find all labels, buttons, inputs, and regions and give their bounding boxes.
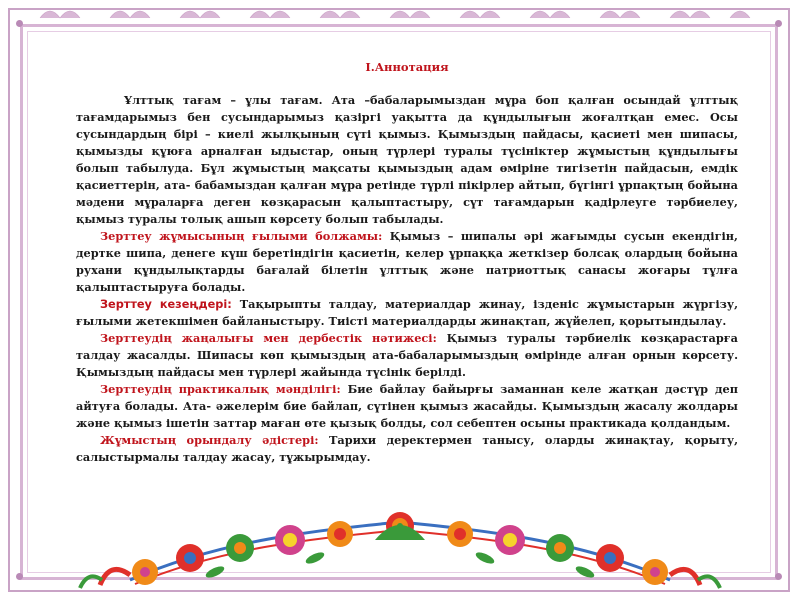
- novelty-heading: Зерттеудің жаңалығы мен дербестік нәтижесі:: [100, 331, 437, 345]
- stages-paragraph: Зерттеу кезеңдері: Тақырыпты талдау, материалдар жинау, ізденіс жұмыстарын жүргізу, ғылыми жетекшімен байланыстыру. Тиісті материалдарды жинақтап, жүйелеп, қорытындылау.: [76, 297, 738, 328]
- practical-paragraph: Зерттеудің практикалық мәнділігі: Бие байлау байырғы заманнан келе жатқан дәстүр деп айтуға болады. Ата- әжелерім бие байлап, сүтінен қымыз жасайды. Қымыздың жасалу жолдары және қымыз ішетін заттар маған өте қызық болды, сол себептен осыны практикада қолдандым.: [76, 382, 738, 430]
- novelty-paragraph: Зерттеудің жаңалығы мен дербестік нәтижесі: Қымыз туралы тәрбиелік көзқарастарға талдау жасалды. Шипасы көп қымыздың ата-бабаларымыздың өмірінде алған орнын көрсету. Қымыздың пайдасы мен түрлері жайында түсінік берілді.: [76, 331, 738, 379]
- hypothesis-paragraph: Зерттеу жұмысының ғылыми болжамы: Қымыз – шипалы әрі жағымды сусын екендігін, дертке шипа, денеге күш беретіндігін қасиетін, келер ұрпаққа жеткізер болсақ олардың бойына рухани құндылықтарды бағалай білетін ұлттық және патриоттық санасы жоғары тұлға қалыптастыруға болады.: [76, 229, 738, 294]
- corner-ornament: [16, 20, 23, 27]
- corner-ornament: [16, 573, 23, 580]
- stages-heading: Зерттеу кезеңдері:: [100, 298, 232, 311]
- bottom-kazakh-ornament: [40, 500, 760, 595]
- page-title: I.Аннотация: [365, 60, 449, 74]
- methods-paragraph: Жұмыстың орындалу әдістері: Тарихи деректермен танысу, оларды жинақтау, қоpыту, салыстырмалы талдау жасау, тұжырымдау.: [76, 433, 738, 464]
- practical-heading: Зерттеудің практикалық мәнділігі:: [100, 382, 341, 396]
- methods-heading: Жұмыстың орындалу әдістері:: [100, 433, 319, 447]
- corner-ornament: [775, 573, 782, 580]
- annotation-text: [76, 60, 738, 466]
- hypothesis-heading: Зерттеу жұмысының ғылыми болжамы:: [100, 229, 383, 243]
- corner-ornament: [775, 20, 782, 27]
- intro-paragraph: Ұлттық тағам – ұлы тағам. Ата –бабаларымыздан мұра боп қалған осындай ұлттық тағамдарымыз бен сусындарымыз қазіргі уақытта да құндылығын жоғалтқан емес. Осы сусындардың бірі – киелі жылқының сүті қымыз. Қымыздың пайдасы, қасиеті мен шипасы, қымызды құюға арналған ыдыстар, оның түрлері туралы түсініктер жұмыстың құндылығы болып табылуда. Бұл жұмыстың мақсаты қымыздың адам өміріне тигізетін пайдасын, емдік қасиеттерін, ата- бабамыздан қалған мұра ретінде түрлі пікірлер айтып, бүгінгі ұрпақтың бойына мәдени мұраларға деген көзқарасын қалыптастыру, сүт тағамдарын қадірлеуге тәрбиелеу, қымыз туралы толық ашып көрсету болып табылады.: [76, 93, 738, 226]
- center-motif: [375, 512, 425, 540]
